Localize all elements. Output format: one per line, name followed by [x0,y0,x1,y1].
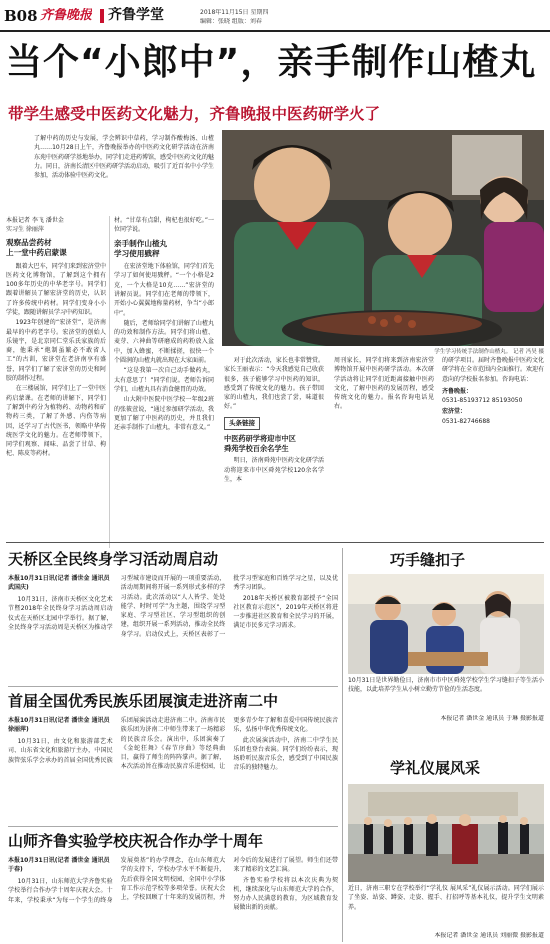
lead-subhead-2: 亲手制作山楂丸 学习使用戥秤 [114,238,168,258]
section-name: 齐鲁学堂 [108,7,164,23]
phone-label-2: 宏济堂： [442,408,467,416]
section-rule [6,542,544,543]
lead-paragraph: 1923年创建的“宏济堂”，是济南最早的中药老字号。宏济堂的创始人乐镜宇，是北京同仁堂乐氏家族的后裔，他秉承“炮制虽繁必不敢省人工”的古训，宏济堂在老济南享有盛誉，同学们了解了宏济堂的历史和阿胶的制作过程。 [6,319,106,383]
column-divider [109,216,110,548]
lead-photo-illustration [222,130,544,346]
page-number: B08 [4,8,38,24]
lead-paragraph: 周刊家长，同学们将来到济南宏济堂博物馆开展中医药研学活动。本次研学活动将让同学们近距离接触中医药文化，了解中医药的发展历程，感受传统文化的魅力。报名咨询电话见右。 [334,357,434,411]
side-1-photo [348,574,544,674]
page-header [0,0,550,32]
lead-subhead-1: 观察品尝药材 上一堂中药启蒙课 [6,238,67,258]
lead-paragraph: 跟着大巴车，同学们来到宏济堂中医药文化博物馆，了解到这个拥有100多年历史的中华老字号。同学们跟着讲解员了解宏济堂的历史，认识了许多传统中药材。同学们变身小小学徒，跟随讲解员学习中药知识。 [6,262,106,316]
story-1-paragraph: 10月31日，济南市天桥区文化艺术节暨2018年全民终身学习活动周启动仪式在天桥区北园中学举行。据了解，全民终身学习活动周是天桥区为推动学习型城市建设而开展的一项重要活动，活动周期间将开展一系列形式多样的学习活动。此次活动以“人人皆学、处处能学、时时可学”为主题，围绕学习型家庭、学习型社区、学习型组织的创建，组织开展一系列活动，推动全民终身学习。启动仪式上，天桥区表彰了一批学习型家庭和百姓学习之星，以及优秀学习团队。 [8,575,338,638]
lead-photo-caption: 学生学习传统手法制作山楂丸。 记者 冯昊 摄 [434,349,544,355]
link-box-title: 中医药研学将迎市中区 舜苑学校百余名学生 [224,433,296,453]
side-2-credit: 本报记者 潘世金 通讯员 刘丽微 摄影报道 [434,932,544,939]
lead-photo [222,130,544,346]
side-2-title: 学礼仪展风采 [390,759,481,777]
story-divider [8,826,338,827]
lead-paragraph: 随后，老师给同学们讲解了山楂丸的功效和制作方法。同学们将山楂、麦芽、六神曲等研磨成的药粉放入盆中，加入蜂蜜，不断揉搓，很快一个个圆润的山楂丸就出现在大家面前。 [114,319,214,365]
story-2-byline: 本报10月31日讯(记者 潘世金 通讯员 徐丽萍) [8,717,110,733]
lead-byline: 本报记者 李飞 潘世金 实习生 徐丽萍 [6,217,64,233]
lead-column-4 [334,356,434,556]
lead-paragraph: 对于此次活动，家长也非常赞赏。家长王丽表示：“今天我感觉自己收获很多，孩子能够学习中医药的知识，感受到了传统文化的魅力。孩子带回家的山楂丸，我们也尝了尝，味道很好。” [224,357,324,411]
phone-number-2: 0531-82746688 [442,417,490,425]
story-divider [8,686,338,687]
paper-logo: 齐鲁晚报 [40,8,93,23]
side-divider [342,548,343,942]
story-1-byline: 本报10月31日讯(记者 潘世金 通讯员 武国庆) [8,575,110,591]
side-1-title: 巧手缝扣子 [390,551,466,569]
lead-subheadline: 带学生感受中医药文化魅力，齐鲁晚报中医药研学火了 [8,105,381,123]
story-2-body [8,716,338,824]
side-2-caption: 近日，济南三职专在学校举行“学礼仪 展风采”礼仪展示活动。同学们展示了坐姿、站姿、蹲姿、走姿、握手、打招呼等基本礼仪，提升学生文明素养。 [348,885,544,911]
lead-paragraph: 在宏济堂地下体验馆，同学们首先学习了如何使用戥秤。“一个小格是2克，一个大格是10克……”宏济堂的讲解员说。同学们在老师的带领下，开始小心翼翼地称量药材，争当“小郎中”。 [114,263,214,317]
story-1-body [8,574,338,684]
lead-column-2 [114,216,214,556]
story-3-byline: 本报10月31日讯(记者 潘世金 通讯员 于春) [8,857,110,873]
story-3-body [8,856,338,942]
side-2-photo-illustration [348,784,544,882]
side-1-photo-illustration [348,574,544,674]
story-1-title: 天桥区全民终身学习活动周启动 [8,550,219,568]
story-2-title: 首届全国优秀民族乐团展演走进济南二中 [8,692,279,710]
lead-column-5 [442,356,544,556]
lead-paragraph: 山大附中医院中医学校一年级2班的张筱萱说，“通过参加研学活动，我更加了解了中医药的历史，并且我们还亲手制作了山楂丸，非常有意义。” [114,396,214,432]
side-2-photo [348,784,544,882]
lead-paragraph: 在三楼展馆，同学们上了一堂中医药启蒙课。在老师的讲解下，同学们了解到中药分为植物药、动物药和矿物药三类，了解了外感、内伤等病因，还学习了古代医书，领略中华传统医学文化的魅力。在老师带领下，同学们观察、闻味、品尝了甘草、枸杞、陈皮等药材。 [6,385,106,458]
header-meta-date: 2018年11月15日 星期四 [200,9,269,16]
story-3-title: 山师齐鲁实验学校庆祝合作办学十周年 [8,832,264,850]
lead-intro: 了解中药的历史与发展，学会辨识中草药，学习制作酸梅汤、山楂丸……10月28日上午，齐鲁晚报举办的中医药文化研学活动在济南东苑中医药研学基地举办，同学们走进药博馆，感受中医药文化的魅力。同日，济南长清区中医药研学活动启动，吸引了近百名中小学生参加，活动体验中医药文化。 [34,135,214,180]
side-1-caption: 10月31日是世界勤俭日，济南市市中区舜苑学校学生学习缝扣子等生活小技能，以此培养学生从小树立勤劳节俭的生活态度。 [348,677,544,694]
section-bar [100,9,104,23]
story-1-paragraph: 2018年天桥区被教育部授予“全国社区教育示范区”，2019年天桥区将进一步推进社区教育和全民学习的开展，满足市民多元学习需求。 [233,594,338,630]
side-1-credit: 本报记者 潘世金 通讯员 于琳 摄影报道 [440,715,544,722]
link-box-text: 明日，济南舜苑中医药文化研学活动将迎来市中区舜苑学校120余名学生，本 [224,457,324,483]
story-2-paragraph: 10月31日，由文化和旅游部艺术司、山东省文化和旅游厅主办，中国民族管弦乐学会承办的首届全国优秀民族乐团展演活动走进济南二中。济南市民族乐团为济南二中师生带来了一场精彩的民族音乐会。演出中，乐团演奏了《金蛇狂舞》《春节序曲》等经典曲目，赢得了师生的阵阵掌声。据了解，本次活动旨在推动民族音乐进校园，让更多青少年了解和喜爱中国传统民族音乐，弘扬中华优秀传统文化。 [8,717,338,771]
lead-column-3 [224,356,324,556]
phone-label-1: 齐鲁晚报： [442,387,473,395]
header-meta-editor: 编辑：张晓 组版：刘春 [200,18,262,25]
lead-paragraph: “这是我第一次自己动手做药丸，太有意思了！”同学们说。老师告诉同学们，山楂丸具有消食健胃的功效。 [114,367,214,393]
lead-headline: 当个“小郎中”，亲手制作山楂丸 [6,42,537,83]
story-2-paragraph: 此次展演活动中，济南二中学生民乐团也登台表演。同学们纷纷表示，现场聆听民族音乐会，感受到了中国民族音乐的独特魅力。 [233,736,338,772]
link-box-tag: 头条链接 [224,417,260,430]
story-3-paragraph: 10月31日，山东师范大学齐鲁实验学校举行合作办学十周年庆祝大会。十年来，学校秉承“为每一个学生的终身发展奠基”的办学理念，在山东师范大学的支持下，学校办学水平不断提升，先后获得全国文明校园、全国中小学体育工作示范学校等多项荣誉。庆祝大会上，学校回顾了十年来的发展历程，并对今后的发展进行了展望。师生们还带来了精彩的文艺汇演。 [8,857,338,904]
story-3-paragraph: 齐鲁实验学校将以本次庆典为契机，继续深化与山东师范大学的合作，努力办人民满意的教育，为区域教育发展做出新的贡献。 [233,876,338,912]
header-rule [0,30,550,32]
lead-paragraph: 的研学项目。届时齐鲁晚报中医药文化研学将在全市范围内全面推行。欢迎有意向的学校报名参加。咨询电话： [442,357,544,383]
phone-number-1: 0531-85193712 85193050 [442,397,523,405]
lead-column-1 [6,216,106,556]
lead-paragraph: 材。“甘草有点甜，枸杞也很好吃。”一位同学说。 [114,217,214,234]
